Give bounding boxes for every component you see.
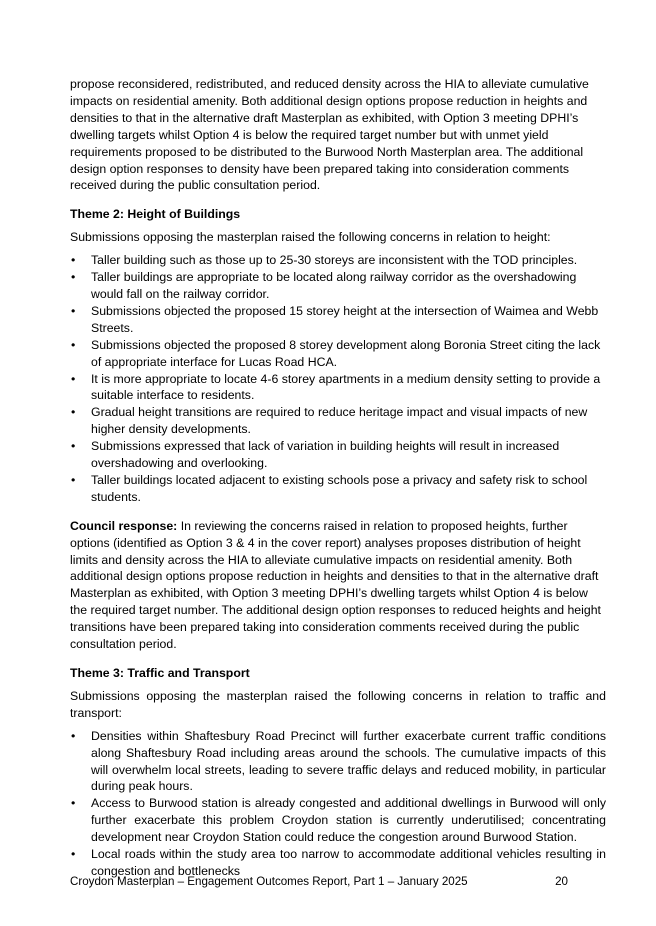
bullet-icon: • [71, 270, 76, 285]
page-content [70, 76, 606, 880]
list-item: • Densities within Shaftesbury Road Precinct will further exacerbate current traffic conditions along Shaftesbury Road including areas around the schools. The cumulative impacts of this will overwhelm local streets, leading to severe traffic delays and reduced mobility, in particular during peak hours. [71, 728, 606, 794]
page-footer [70, 875, 606, 889]
theme3-heading: Theme 3: Traffic and Transport [70, 666, 250, 680]
bullet-icon: • [71, 439, 76, 454]
theme2-heading: Theme 2: Height of Buildings [70, 207, 241, 222]
bullet-icon: • [71, 303, 76, 318]
intro-paragraph: propose reconsidered, redistributed, and reduced density across the HIA to alleviate cumulative impacts on residential amenity. Both additional design options propose reduction in heights and densities to that in the alternative draft Masterplan as exhibited, with Option 3 meeting DPHI’s dwelling targets whilst Option 4 is below the required target number but with unmet yield requirements proposed to be distributed to the Burwood North Masterplan area. The additional design option responses to density have been prepared taking into consideration comments received during the public consultation period. [70, 77, 589, 193]
list-item: • Taller buildings are appropriate to be located along railway corridor as the overshadowing would fall on the railway corridor. [71, 270, 577, 301]
list-item: • Submissions objected the proposed 15 storey height at the intersection of Waimea and Webb Streets. [71, 303, 599, 335]
council-response-text: In reviewing the concerns raised in relation to proposed heights, further options (identified as Option 3 & 4 in the cover report) analyses proposes distribution of height limits and density across the HIA to alleviate cumulative impacts on residential amenity. Both additional design options propose reduction in heights and densities to that in the alternative draft Masterplan as exhibited, with Option 3 meeting DPHI’s dwelling targets whilst Option 4 is below the required target number. The additional design option responses to reduced heights and height transitions have been prepared taking into consideration comments received during the public consultation period. [70, 518, 601, 652]
bullet-icon: • [71, 253, 76, 268]
bullet-icon: • [71, 337, 76, 352]
bullet-icon: • [71, 405, 76, 420]
bullet-icon: • [71, 728, 76, 743]
list-item: • Access to Burwood station is already congested and additional dwellings in Burwood will only further exacerbate this problem Croydon station is currently underutilised; concentrating development near Croydon Station could reduce the congestion around Burwood Station. [71, 796, 606, 845]
theme3-bullet-list [70, 728, 606, 880]
page-number: 20 [555, 875, 568, 888]
list-item: • Local roads within the study area too narrow to accommodate additional vehicles resulting in congestion and bottlenecks [71, 847, 606, 878]
bullet-icon: • [71, 796, 76, 811]
footer-title: Croydon Masterplan – Engagement Outcomes Report, Part 1 – January 2025 [70, 875, 468, 888]
theme2-lead: Submissions opposing the masterplan raised the following concerns in relation to height: [70, 230, 551, 245]
theme2-bullet-list [70, 252, 606, 506]
council-response [70, 518, 606, 653]
list-item: • Gradual height transitions are required to reduce heritage impact and visual impacts of new higher density developments. [71, 405, 588, 437]
council-response-label: Council response: [70, 518, 178, 533]
theme3-lead: Submissions opposing the masterplan raised the following concerns in relation to traffic and transport: [70, 688, 606, 720]
list-item: • Taller buildings located adjacent to existing schools pose a privacy and safety risk to school students. [71, 472, 588, 504]
list-item: • Taller building such as those up to 25-30 storeys are inconsistent with the TOD principles. [71, 253, 578, 268]
list-item: • Submissions expressed that lack of variation in building heights will result in increased overshadowing and overlooking. [71, 439, 560, 471]
bullet-icon: • [71, 371, 76, 386]
list-item: • It is more appropriate to locate 4-6 storey apartments in a medium density setting to provide a suitable interface to residents. [71, 371, 601, 403]
list-item: • Submissions objected the proposed 8 storey development along Boronia Street citing the lack of appropriate interface for Lucas Road HCA. [71, 337, 601, 369]
bullet-icon: • [71, 847, 76, 862]
bullet-icon: • [71, 472, 76, 487]
